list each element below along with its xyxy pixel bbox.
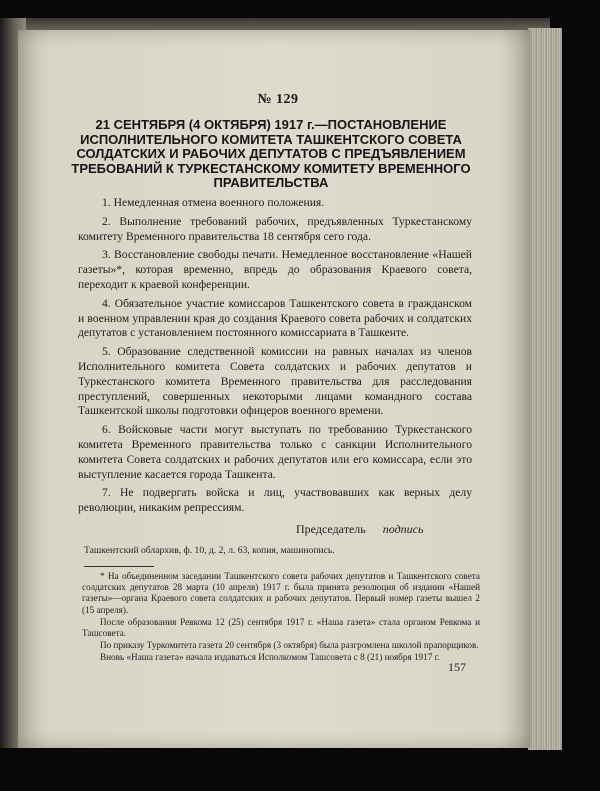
document-number: № 129 xyxy=(257,92,299,107)
document-body xyxy=(78,196,472,520)
paragraph-1: 1. Немедленная отмена военного положения. xyxy=(102,196,325,209)
paragraph-4: 4. Обязательное участие комиссаров Ташкентского совета в гражданском и военном управлении края до создания Краевого совета рабочих и солдатских депутатов с установлением постоянного комиссариата в Ташкенте. xyxy=(78,296,472,340)
page-number: 157 xyxy=(448,660,466,674)
book-page-edges xyxy=(528,28,562,750)
paragraph-2: 2. Выполнение требований рабочих, предъявленных Туркестанскому комитету Временного правительства 18 сентября сего года. xyxy=(78,214,472,243)
signature-role: Председатель xyxy=(296,522,366,536)
archive-source: Ташкентский облархив, ф. 10, д. 2, л. 63, копия, машинопись. xyxy=(84,545,335,556)
paragraph-5: 5. Образование следственной комиссии на равных началах из членов Исполнительного комитета Совета солдатских и рабочих депутатов и Туркестанского комитета Временного правительства для расследования преступлений, совершенных некоторыми лицами командного состава Ташкентской школы подготовки офицеров военного времени. xyxy=(78,345,472,418)
footnote-1: * На объединенном заседании Ташкентского совета рабочих депутатов и Ташкентского совета солдатских депутатов 28 марта (10 апреля) 1917 г. была принята резолюция об издании «Нашей газеты»—органа Краевого совета солдатских и рабочих депутатов. Первый номер газеты вышел 2 (15 апреля). xyxy=(82,571,480,615)
paragraph-3: 3. Восстановление свободы печати. Немедленное восстановление «Нашей газеты»*, которая временно, впредь до образования Краевого совета, переходит к краевой конференции. xyxy=(78,248,472,291)
footnote-3: По приказу Туркомитета газета 20 сентября (3 октября) была разгромлена школой прапорщиков. xyxy=(100,640,479,651)
footnote-2: После образования Ревкома 12 (25) сентября 1917 г. «Наша газета» стала органом Ревкома и Ташсовета. xyxy=(82,616,480,639)
footnotes xyxy=(82,571,480,665)
paragraph-7: 7. Не подвергать войска и лиц, участвовавших как верных делу революции, никаким репрессиям. xyxy=(78,486,472,515)
footnote-divider xyxy=(84,566,154,567)
signature-line xyxy=(296,522,476,537)
paragraph-6: 6. Войсковые части могут выступать по требованию Туркестанского комитета Временного правительства только с санкции Исполнительного комитета Совета солдатских и рабочих депутатов или его комиссара, если это выступление касается города Ташкента. xyxy=(78,423,472,481)
signature-text: подпись xyxy=(382,522,424,536)
footnote-4: Вновь «Наша газета» начала издаваться Исполкомом Ташсовета с 8 (21) ноября 1917 г. xyxy=(100,652,440,663)
document-title: 21 СЕНТЯБРЯ (4 ОКТЯБРЯ) 1917 г.—ПОСТАНОВЛЕНИЕ ИСПОЛНИТЕЛЬНОГО КОМИТЕТА ТАШКЕНТСКОГО СОВЕТА СОЛДАТСКИХ И РАБОЧИХ ДЕПУТАТОВ С ПРЕДЪЯВЛЕНИЕМ ТРЕБОВАНИЙ К ТУРКЕСТАНСКОМУ КОМИТЕТУ ВРЕМЕННОГО ПРАВИТЕЛЬСТВА xyxy=(71,117,471,190)
